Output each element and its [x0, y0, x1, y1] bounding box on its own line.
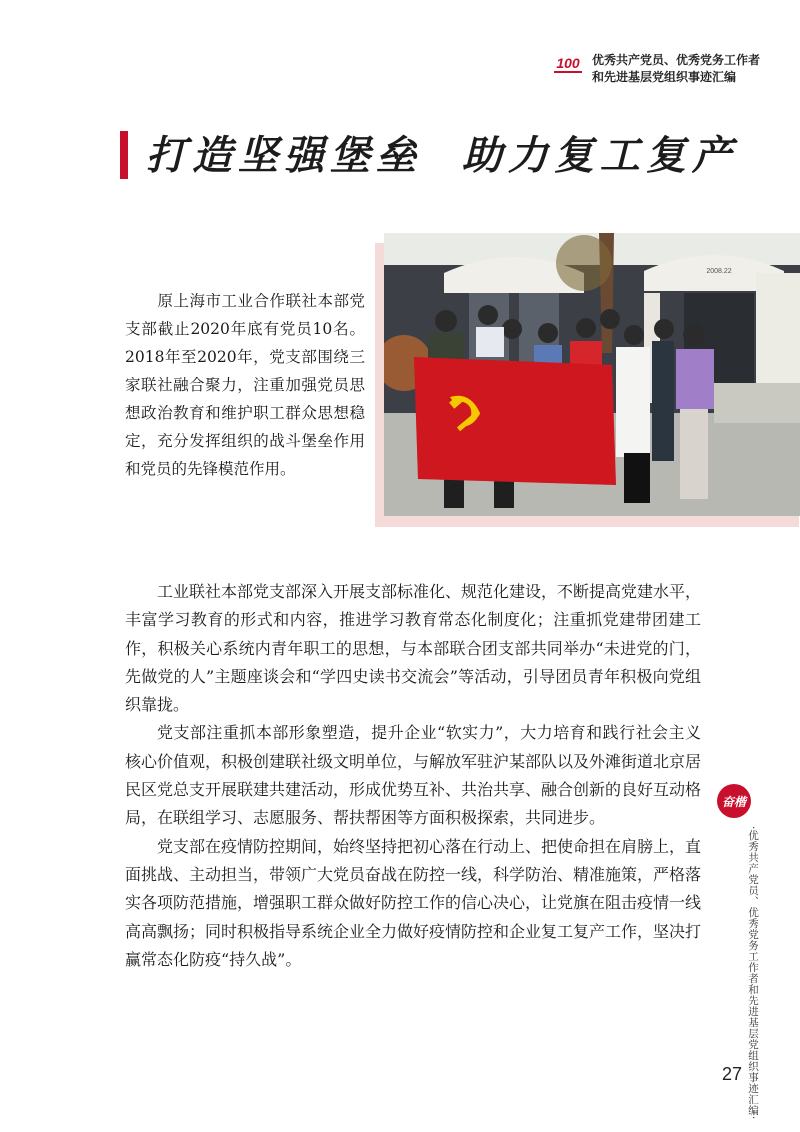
page-title: 打造坚强堡垒 助力复工复产: [146, 132, 738, 179]
header-title: [592, 52, 782, 86]
group-photo: [384, 233, 800, 516]
door-number: 2008.22: [706, 268, 732, 275]
body-paragraph-1: 工业联社本部党支部深入开展支部标准化、规范化建设，不断提高党建水平，丰富学习教育的形式和内容，推进学习教育常态化制度化；注重抓党建带团建工作，积极关心系统内青年职工的思想，与本部联合团支部共同举办“未进党的门，先做党的人”主题座谈会和“学四史读书交流会”等活动，引导团员青年积极向党组织靠拢。: [125, 582, 702, 715]
centenary-logo: [551, 54, 585, 76]
svg-text:100: 100: [556, 55, 580, 71]
intro-paragraph: [125, 287, 365, 483]
body-text: [125, 578, 701, 974]
header-line-1: 优秀共产党员、优秀党务工作者: [592, 53, 761, 67]
side-vertical-text: ·优秀共产党员、优秀党务工作者和先进基层党组织事迹汇编·: [747, 826, 759, 1120]
intro-text: 原上海市工业合作联社本部党支部截止2020年底有党员10名。2018年至2020年，党支部围绕三家联社融合聚力，注重加强党员思想政治教育和维护职工群众思想稳定，充分发挥组织的战斗堡垒作用和党员的先锋模范作用。: [125, 292, 365, 478]
header-line-2: 和先进基层党组织事迹汇编: [592, 70, 737, 84]
svg-text:奋楷: 奋楷: [721, 795, 747, 809]
body-paragraph-3: 党支部在疫情防控期间，始终坚持把初心落在行动上、把使命担在肩膀上，直面挑战、主动担当，带领广大党员奋战在防控一线，科学防治、精准施策，严格落实各项防范措施，增强职工群众做好防控工作的信心决心，让党旗在阻击疫情一线高高飘扬；同时积极指导系统企业全力做好疫情防控和企业复工复产工作，坚决打赢常态化防疫“持久战”。: [125, 836, 702, 969]
title-accent-bar: [120, 131, 128, 179]
body-paragraph-2: 党支部注重抓本部形象塑造，提升企业“软实力”，大力培育和践行社会主义核心价值观，积极创建联社级文明单位，与解放军驻沪某部队以及外滩街道北京居民区党总支开展联建共建活动，形成优势互补、共治共享、融合创新的良好互动格局，在联组学习、志愿服务、帮扶帮困等方面积极探索，共同进步。: [125, 723, 702, 828]
side-seal-icon: [715, 782, 753, 820]
page-number: 27: [721, 1064, 743, 1084]
